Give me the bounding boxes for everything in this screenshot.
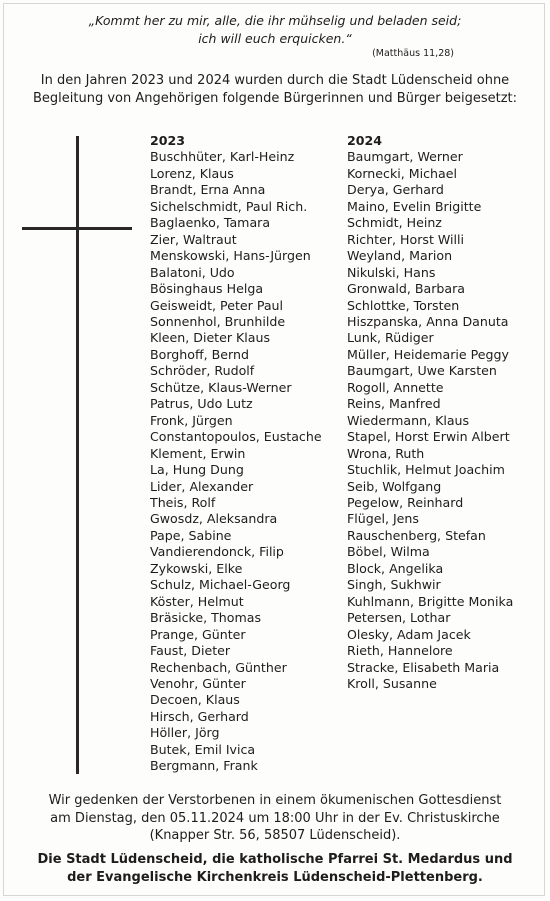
intro-line-2: Begleitung von Angehörigen folgende Bürgerinnen und Bürger beigesetzt: <box>32 91 517 106</box>
list-item: Sichelschmidt, Paul Rich. <box>150 198 308 214</box>
list-item: Baumgart, Werner <box>347 149 463 165</box>
year-heading-2024: 2024 <box>347 133 383 148</box>
list-item: Hiszpanska, Anna Danuta <box>347 313 509 329</box>
list-item: Köster, Helmut <box>150 593 244 609</box>
quote-line-1: „Kommt her zu mir, alle, die ihr mühselig und beladen seid; <box>88 13 462 28</box>
list-item: Baglaenko, Tamara <box>150 215 271 231</box>
bible-quote <box>0 12 550 48</box>
list-item: Rieth, Hannelore <box>347 643 453 659</box>
list-item: Prange, Günter <box>150 626 246 642</box>
list-2023 <box>150 133 322 775</box>
list-item: Buschhüter, Karl-Heinz <box>150 149 295 165</box>
list-item: Brandt, Erna Anna <box>150 182 266 198</box>
list-item: Böbel, Wilma <box>347 544 430 560</box>
names-2024 <box>347 149 513 692</box>
list-item: Singh, Sukhwir <box>347 577 441 593</box>
list-item: Zykowski, Elke <box>150 560 243 576</box>
memorial-service-text <box>0 792 550 845</box>
list-item: Lorenz, Klaus <box>150 165 234 181</box>
list-item: Flügel, Jens <box>347 511 419 527</box>
list-item: Höller, Jörg <box>150 725 220 741</box>
intro-text <box>0 72 550 108</box>
list-item: Schröder, Rudolf <box>150 363 255 379</box>
signature-line-2: der Evangelische Kirchenkreis Lüdenscheid-Plettenberg. <box>67 870 483 885</box>
list-item: Gronwald, Barbara <box>347 281 466 297</box>
intro-line-1: In den Jahren 2023 und 2024 wurden durch die Stadt Lüdenscheid ohne <box>40 73 510 88</box>
list-item: Schlottke, Torsten <box>347 297 460 313</box>
list-item: Rauschenberg, Stefan <box>347 527 486 543</box>
list-item: Kuhlmann, Brigitte Monika <box>347 593 514 609</box>
list-item: Schulz, Michael-Georg <box>150 577 291 593</box>
list-item: Venohr, Günter <box>150 675 246 691</box>
list-item: Balatoni, Udo <box>150 264 235 280</box>
closing-line-1: Wir gedenken der Verstorbenen in einem ökumenischen Gottesdienst <box>48 793 502 808</box>
quote-reference: (Matthäus 11,28) <box>372 48 454 59</box>
list-item: Decoen, Klaus <box>150 692 240 708</box>
quote-line-2: ich will euch erquicken.“ <box>198 31 352 46</box>
list-item: Baumgart, Uwe Karsten <box>347 363 497 379</box>
list-item: Derya, Gerhard <box>347 182 444 198</box>
closing-line-3: (Knapper Str. 56, 58507 Lüdenscheid). <box>149 828 401 843</box>
list-item: Hirsch, Gerhard <box>150 708 249 724</box>
list-item: Maino, Evelin Brigitte <box>347 198 482 214</box>
list-item: Wrona, Ruth <box>347 445 425 461</box>
list-item: Borghoff, Bernd <box>150 346 249 362</box>
list-item: Richter, Horst Willi <box>347 231 465 247</box>
list-item: Schmidt, Heinz <box>347 215 442 231</box>
list-item: Kroll, Susanne <box>347 675 437 691</box>
signature <box>0 851 550 887</box>
list-item: Seib, Wolfgang <box>347 478 442 494</box>
list-item: Nikulski, Hans <box>347 264 436 280</box>
list-item: Patrus, Udo Lutz <box>150 396 253 412</box>
list-item: Rogoll, Annette <box>347 379 444 395</box>
list-item: Müller, Heidemarie Peggy <box>347 346 509 362</box>
cross-icon-beam <box>22 227 132 230</box>
list-item: Stracke, Elisabeth Maria <box>347 659 500 675</box>
list-item: Zier, Waltraut <box>150 231 237 247</box>
list-item: Klement, Erwin <box>150 445 246 461</box>
list-item: Theis, Rolf <box>150 494 216 510</box>
list-item: Block, Angelika <box>347 560 444 576</box>
list-item: Kleen, Dieter Klaus <box>150 330 271 346</box>
list-item: Petersen, Lothar <box>347 610 451 626</box>
list-item: Sonnenhol, Brunhilde <box>150 313 286 329</box>
names-2023 <box>150 149 322 774</box>
list-item: Faust, Dieter <box>150 643 231 659</box>
closing-line-2: am Dienstag, den 05.11.2024 um 18:00 Uhr in der Ev. Christuskirche <box>50 810 500 826</box>
list-item: Kornecki, Michael <box>347 165 457 181</box>
list-item: Bösinghaus Helga <box>150 281 264 297</box>
list-item: Wiedermann, Klaus <box>347 412 470 428</box>
list-item: Lunk, Rüdiger <box>347 330 434 346</box>
list-item: Stapel, Horst Erwin Albert <box>347 429 510 445</box>
list-item: Reins, Manfred <box>347 396 441 412</box>
cross-icon <box>76 136 79 774</box>
list-item: Olesky, Adam Jacek <box>347 626 471 642</box>
list-item: Stuchlik, Helmut Joachim <box>347 462 505 478</box>
list-item: Constantopoulos, Eustache <box>150 429 322 445</box>
list-item: Pegelow, Reinhard <box>347 494 464 510</box>
list-item: Pape, Sabine <box>150 527 232 543</box>
list-item: Butek, Emil Ivica <box>150 741 256 757</box>
list-item: Rechenbach, Günther <box>150 659 287 675</box>
list-item: Weyland, Marion <box>347 248 453 264</box>
list-item: Geisweidt, Peter Paul <box>150 297 284 313</box>
list-item: Lider, Alexander <box>150 478 254 494</box>
list-item: Fronk, Jürgen <box>150 412 233 428</box>
list-item: Menskowski, Hans-Jürgen <box>150 248 311 264</box>
list-item: Schütze, Klaus-Werner <box>150 379 292 395</box>
list-item: Vandierendonck, Filip <box>150 544 284 560</box>
signature-line-1: Die Stadt Lüdenscheid, die katholische Pfarrei St. Medardus und <box>37 852 513 867</box>
list-item: Gwosdz, Aleksandra <box>150 511 278 527</box>
list-item: La, Hung Dung <box>150 462 244 478</box>
list-item: Bräsicke, Thomas <box>150 610 262 626</box>
year-heading-2023: 2023 <box>150 133 186 148</box>
list-2024 <box>347 133 513 692</box>
list-item: Bergmann, Frank <box>150 758 258 774</box>
